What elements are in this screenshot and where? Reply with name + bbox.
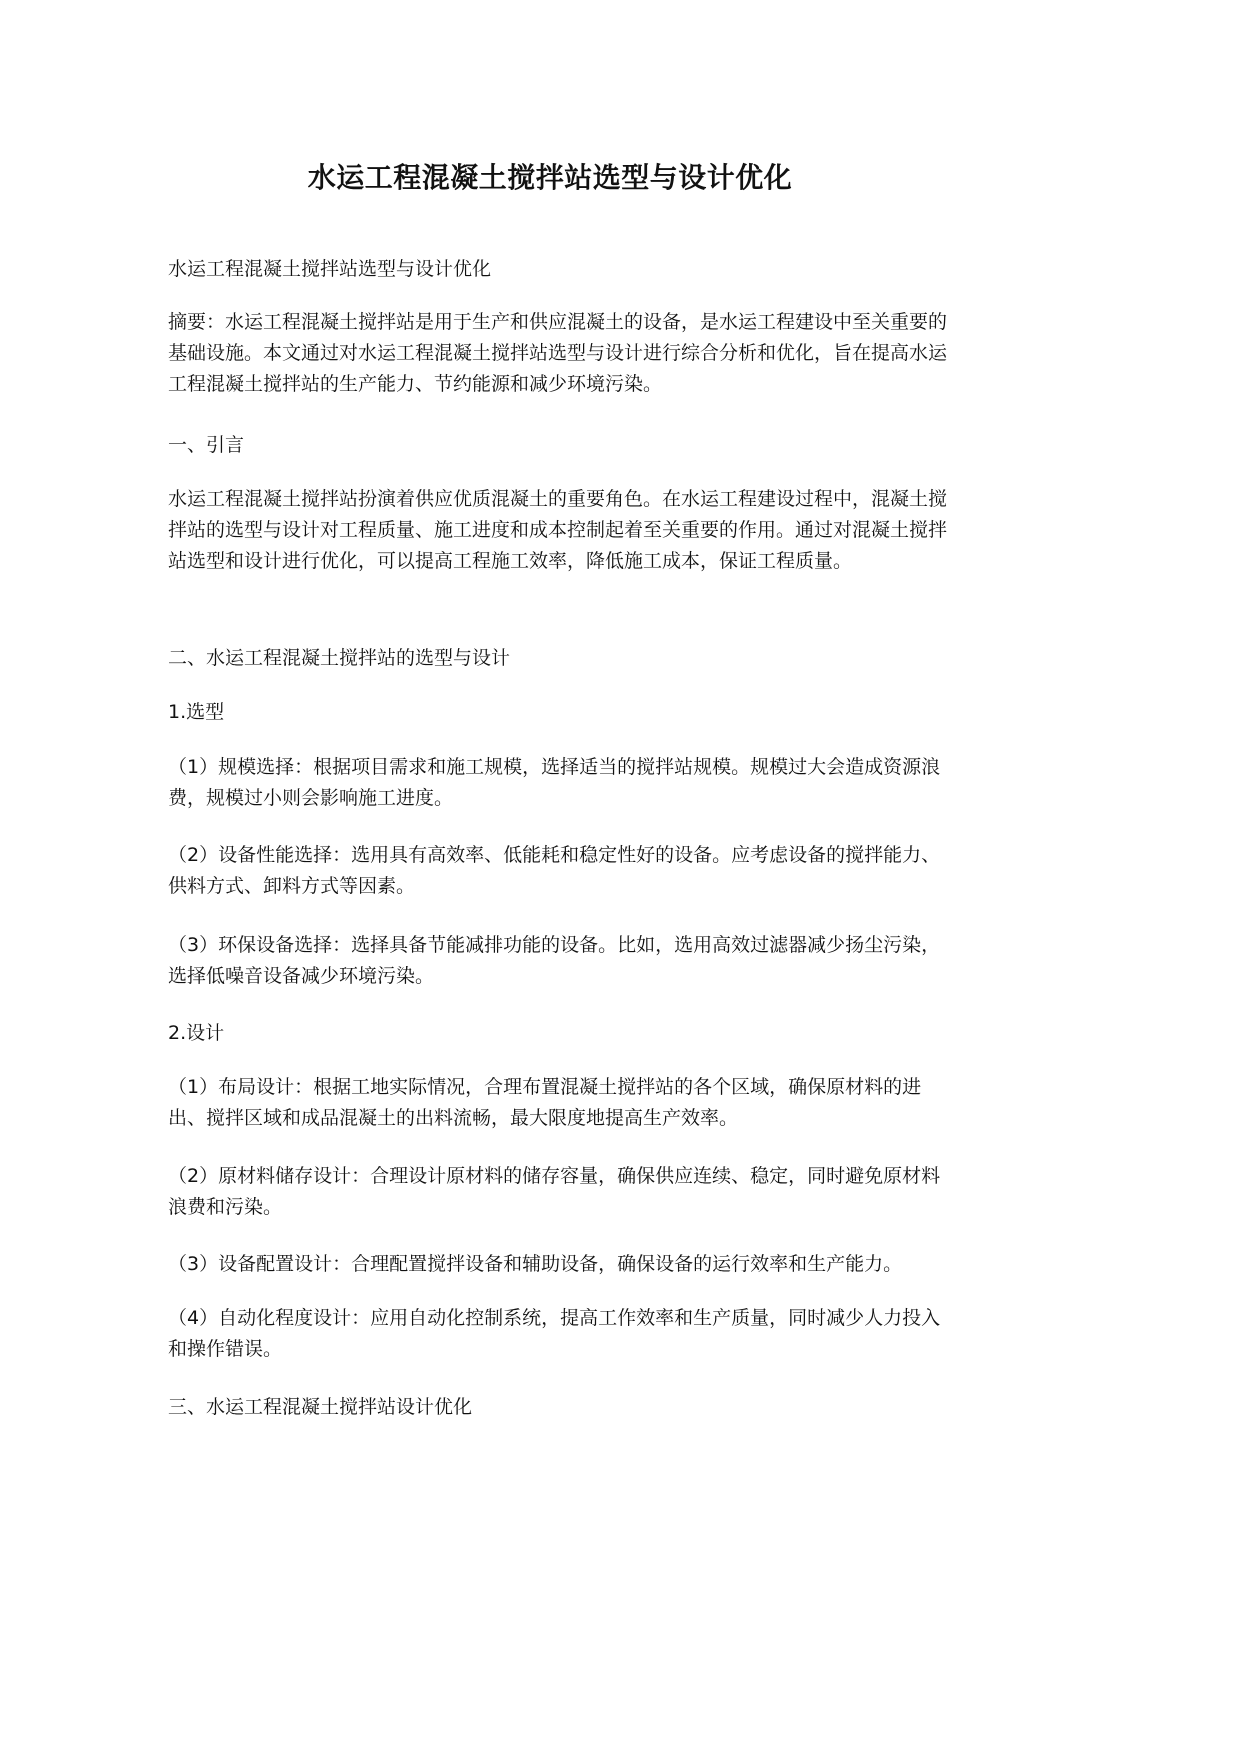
list-item-environmental-equipment: （3）环保设备选择：选择具备节能减排功能的设备。比如，选用高效过滤器减少扬尘污染，选择低噪音设备减少环境污染。 bbox=[168, 934, 941, 987]
section-heading-introduction: 一、引言 bbox=[168, 434, 245, 456]
introduction-paragraph: 水运工程混凝土搅拌站扮演着供应优质混凝土的重要角色。在水运工程建设过程中，混凝土搅拌站的选型与设计对工程质量、施工进度和成本控制起着至关重要的作用。通过对混凝土搅拌站选型和设计进行优化，可以提高工程施工效率，降低施工成本，保证工程质量。 bbox=[168, 488, 948, 572]
list-item-equipment-configuration: （3）设备配置设计：合理配置搅拌设备和辅助设备，确保设备的运行效率和生产能力。 bbox=[168, 1253, 903, 1275]
subheading-selection: 1.选型 bbox=[168, 701, 225, 723]
list-item-automation-design: （4）自动化程度设计：应用自动化控制系统，提高工作效率和生产质量，同时减少人力投入和操作错误。 bbox=[168, 1307, 941, 1360]
list-item-scale-selection: （1）规模选择：根据项目需求和施工规模，选择适当的搅拌站规模。规模过大会造成资源浪费，规模过小则会影响施工进度。 bbox=[168, 756, 941, 809]
list-item-layout-design: （1）布局设计：根据工地实际情况，合理布置混凝土搅拌站的各个区域，确保原材料的进出、搅拌区域和成品混凝土的出料流畅，最大限度地提高生产效率。 bbox=[168, 1076, 922, 1129]
document-title: 水运工程混凝土搅拌站选型与设计优化 bbox=[307, 161, 793, 194]
section-heading-selection-design: 二、水运工程混凝土搅拌站的选型与设计 bbox=[168, 647, 511, 669]
subheading-design: 2.设计 bbox=[168, 1022, 225, 1044]
abstract-paragraph: 摘要：水运工程混凝土搅拌站是用于生产和供应混凝土的设备，是水运工程建设中至关重要的基础设施。本文通过对水运工程混凝土搅拌站选型与设计进行综合分析和优化，旨在提高水运工程混凝土搅拌站的生产能力、节约能源和减少环境污染。 bbox=[168, 311, 948, 395]
section-heading-design-optimization: 三、水运工程混凝土搅拌站设计优化 bbox=[168, 1396, 473, 1418]
subtitle-paragraph: 水运工程混凝土搅拌站选型与设计优化 bbox=[168, 258, 492, 280]
list-item-raw-material-storage: （2）原材料储存设计：合理设计原材料的储存容量，确保供应连续、稳定，同时避免原材料浪费和污染。 bbox=[168, 1165, 941, 1218]
list-item-equipment-performance: （2）设备性能选择：选用具有高效率、低能耗和稳定性好的设备。应考虑设备的搅拌能力、供料方式、卸料方式等因素。 bbox=[168, 844, 941, 897]
